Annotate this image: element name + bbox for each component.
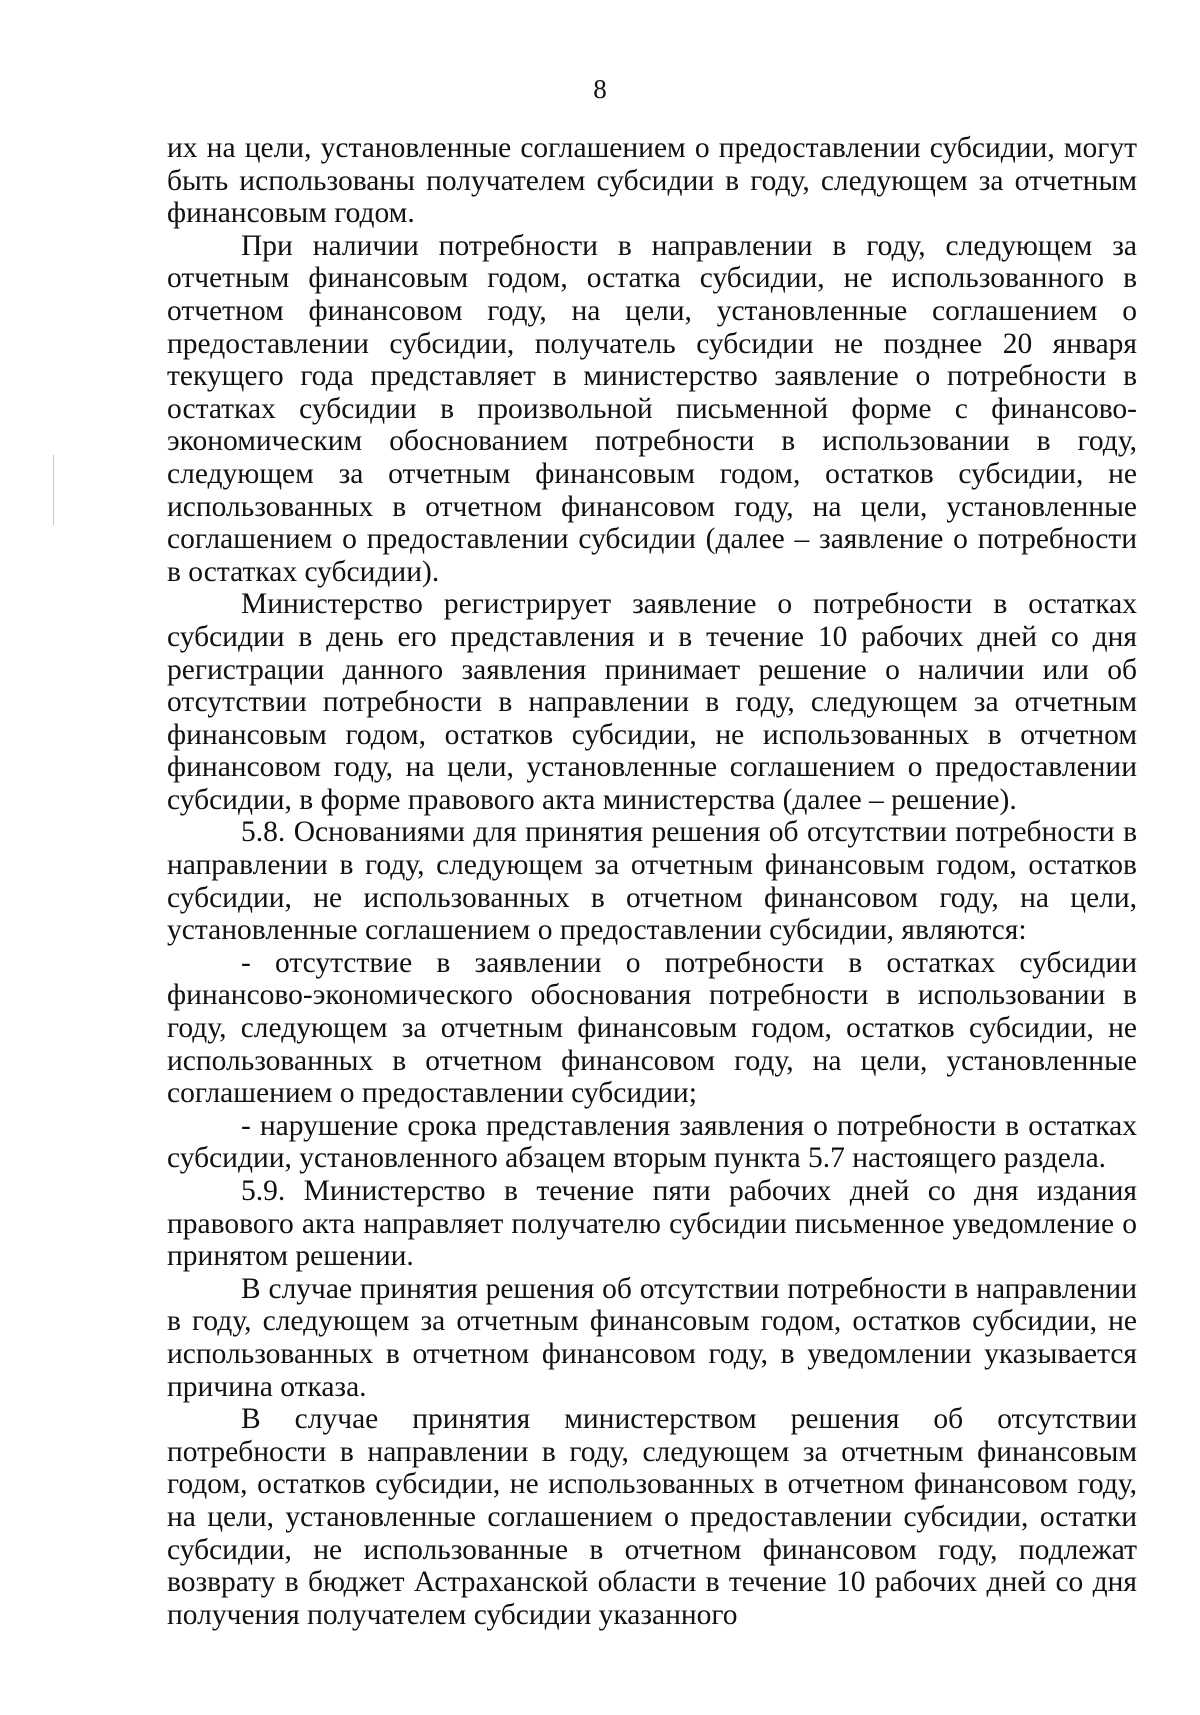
page-number: 8 — [593, 74, 607, 104]
list-item-missing-justification: - отсутствие в заявлении о потребности в остатках субсидии финансово-экономического обоснования потребности в использовании в году, следующем за отчетным финансовым годом, остатков субсидии, не использованных в отчетном финансовом году, на цели, установленные соглашением о предоставлении субсидии; — [167, 946, 1137, 1110]
paragraph-need-statement: При наличии потребности в направлении в году, следующем за отчетным финансовым годом, остатка субсидии, не использованного в отчетном финансовом году, на цели, установленные соглашением о предоставлении субсидии, получатель субсидии не позднее 20 января текущего года представляет в министерство заявление о потребности в остатках субсидии в произвольной письменной форме с финансово-экономическим обоснованием потребности в использовании в году, следующем за отчетным финансовым годом, остатков субсидии, не использованных в отчетном финансовом году, на цели, установленные соглашением о предоставлении субсидии (далее – заявление о потребности в остатках субсидии). — [167, 229, 1137, 588]
paragraph-continuation: их на цели, установленные соглашением о предоставлении субсидии, могут быть использованы получателем субсидии в году, следующем за отчетным финансовым годом. — [167, 132, 1137, 230]
paragraph-clause-5-8: 5.8. Основаниями для принятия решения об отсутствии потребности в направлении в году, следующем за отчетным финансовым годом, остатков субсидии, не использованных в отчетном финансовом году, на цели, установленные соглашением о предоставлении субсидии, являются: — [167, 816, 1137, 947]
list-item-deadline-violation: - нарушение срока представления заявления о потребности в остатках субсидии, установленного абзацем вторым пункта 5.7 настоящего раздела. — [167, 1109, 1137, 1175]
paragraph-return-to-budget: В случае принятия министерством решения об отсутствии потребности в направлении в году, следующем за отчетным финансовым годом, остатков субсидии, не использованных в отчетном финансовом году, на цели, установленные соглашением о предоставлении субсидии, остатки субсидии, не использованные в отчетном финансовом году, подлежат возврату в бюджет Астраханской области в течение 10 рабочих дней со дня получения получателем субсидии указанного — [167, 1403, 1137, 1631]
document-body — [167, 132, 1137, 1631]
scan-margin-mark — [53, 455, 54, 525]
paragraph-clause-5-9: 5.9. Министерство в течение пяти рабочих дней со дня издания правового акта направляет получателю субсидии письменное уведомление о принятом решении. — [167, 1175, 1137, 1273]
paragraph-refusal-reason: В случае принятия решения об отсутствии потребности в направлении в году, следующем за отчетным финансовым годом, остатков субсидии, не использованных в отчетном финансовом году, в уведомлении указывается причина отказа. — [167, 1272, 1137, 1403]
paragraph-registration: Министерство регистрирует заявление о потребности в остатках субсидии в день его представления и в течение 10 рабочих дней со дня регистрации данного заявления принимает решение о наличии или об отсутствии потребности в направлении в году, следующем за отчетным финансовым годом, остатков субсидии, не использованных в отчетном финансовом году, на цели, установленные соглашением о предоставлении субсидии, в форме правового акта министерства (далее – решение). — [167, 588, 1137, 816]
